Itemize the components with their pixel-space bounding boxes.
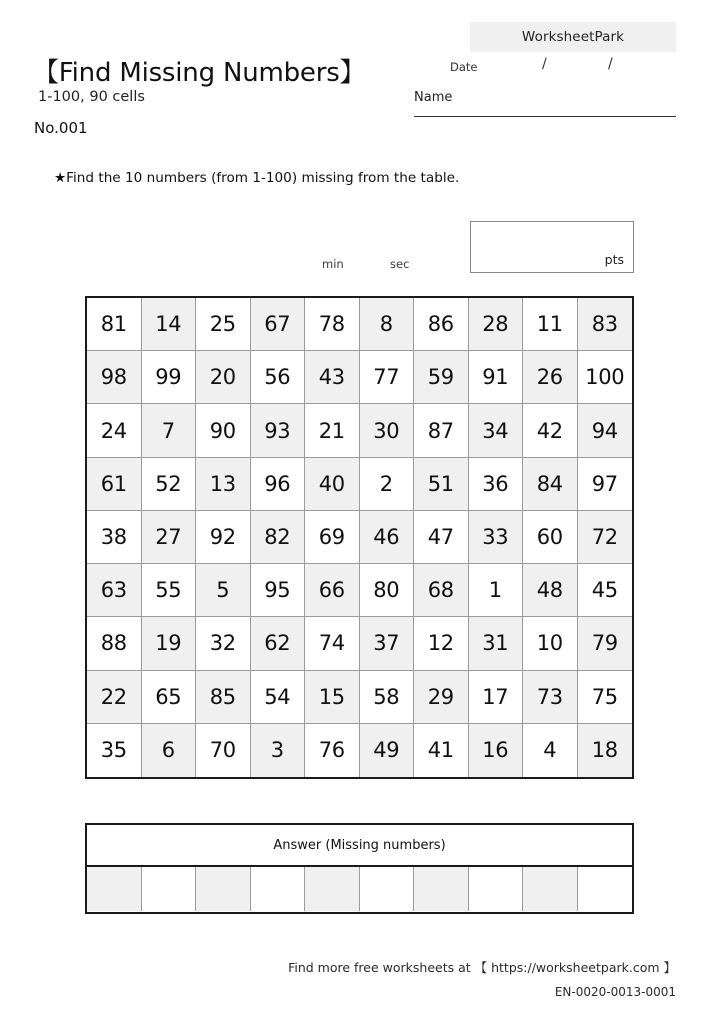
grid-cell: 18 xyxy=(578,724,633,777)
grid-cell: 24 xyxy=(87,404,142,457)
answer-header-label: Answer (Missing numbers) xyxy=(273,837,446,853)
grid-cell: 78 xyxy=(305,298,360,351)
grid-cell: 11 xyxy=(523,298,578,351)
grid-cell: 1 xyxy=(469,564,524,617)
grid-cell: 87 xyxy=(414,404,469,457)
grid-cell: 27 xyxy=(142,511,197,564)
grid-cell: 74 xyxy=(305,617,360,670)
grid-cell: 59 xyxy=(414,351,469,404)
grid-cell: 4 xyxy=(523,724,578,777)
grid-cell: 8 xyxy=(360,298,415,351)
brand-banner xyxy=(470,22,676,52)
grid-cell: 32 xyxy=(196,617,251,670)
grid-cell: 96 xyxy=(251,458,306,511)
grid-cell: 56 xyxy=(251,351,306,404)
grid-cell: 38 xyxy=(87,511,142,564)
grid-cell: 95 xyxy=(251,564,306,617)
grid-cell: 55 xyxy=(142,564,197,617)
grid-cell: 25 xyxy=(196,298,251,351)
grid-cell: 63 xyxy=(87,564,142,617)
grid-cell: 97 xyxy=(578,458,633,511)
brand-name: WorksheetPark xyxy=(521,29,625,45)
worksheet-header xyxy=(0,0,724,160)
grid-cell: 42 xyxy=(523,404,578,457)
number-grid xyxy=(85,296,634,779)
grid-cell: 28 xyxy=(469,298,524,351)
grid-cell: 93 xyxy=(251,404,306,457)
grid-cell: 7 xyxy=(142,404,197,457)
name-label: Name xyxy=(414,90,453,105)
grid-cell: 58 xyxy=(360,671,415,724)
grid-cell: 67 xyxy=(251,298,306,351)
grid-cell: 91 xyxy=(469,351,524,404)
grid-cell: 45 xyxy=(578,564,633,617)
grid-cell: 52 xyxy=(142,458,197,511)
points-unit-label: pts xyxy=(604,252,624,267)
grid-cell: 100 xyxy=(578,351,633,404)
grid-cell: 41 xyxy=(414,724,469,777)
grid-cell: 26 xyxy=(523,351,578,404)
grid-cell: 75 xyxy=(578,671,633,724)
grid-cell: 47 xyxy=(414,511,469,564)
answer-cell[interactable] xyxy=(414,867,469,911)
grid-cell: 69 xyxy=(305,511,360,564)
grid-cell: 81 xyxy=(87,298,142,351)
seconds-unit-label: sec xyxy=(390,257,410,271)
date-field-row[interactable] xyxy=(440,58,680,80)
page-title: 【Find Missing Numbers】 xyxy=(33,58,366,88)
footer-code: EN-0020-0013-0001 xyxy=(554,985,676,999)
date-separator-2: / xyxy=(608,56,613,72)
date-separator-1: / xyxy=(542,56,547,72)
grid-cell: 33 xyxy=(469,511,524,564)
answer-cell[interactable] xyxy=(523,867,578,911)
grid-cell: 98 xyxy=(87,351,142,404)
grid-cell: 68 xyxy=(414,564,469,617)
grid-cell: 61 xyxy=(87,458,142,511)
grid-cell: 37 xyxy=(360,617,415,670)
name-field-row[interactable] xyxy=(414,90,676,117)
grid-cell: 48 xyxy=(523,564,578,617)
grid-cell: 83 xyxy=(578,298,633,351)
grid-cell: 84 xyxy=(523,458,578,511)
answer-cell[interactable] xyxy=(87,867,142,911)
grid-cell: 49 xyxy=(360,724,415,777)
grid-cell: 36 xyxy=(469,458,524,511)
grid-cell: 14 xyxy=(142,298,197,351)
minutes-unit-label: min xyxy=(322,257,344,271)
grid-cell: 73 xyxy=(523,671,578,724)
grid-cell: 22 xyxy=(87,671,142,724)
answer-header xyxy=(87,825,632,867)
grid-cell: 90 xyxy=(196,404,251,457)
grid-cell: 10 xyxy=(523,617,578,670)
grid-cell: 21 xyxy=(305,404,360,457)
grid-cell: 43 xyxy=(305,351,360,404)
answer-cell[interactable] xyxy=(469,867,524,911)
answer-cell[interactable] xyxy=(142,867,197,911)
grid-cell: 3 xyxy=(251,724,306,777)
answer-cell-row xyxy=(87,867,632,911)
grid-cell: 54 xyxy=(251,671,306,724)
grid-cell: 94 xyxy=(578,404,633,457)
answer-cell[interactable] xyxy=(305,867,360,911)
answer-box xyxy=(85,823,634,914)
grid-cell: 80 xyxy=(360,564,415,617)
answer-cell[interactable] xyxy=(251,867,306,911)
grid-cell: 34 xyxy=(469,404,524,457)
worksheet-number: No.001 xyxy=(34,119,88,137)
grid-cell: 70 xyxy=(196,724,251,777)
grid-cell: 12 xyxy=(414,617,469,670)
points-input-box[interactable] xyxy=(470,221,634,273)
page-subtitle: 1-100, 90 cells xyxy=(38,89,145,105)
grid-cell: 30 xyxy=(360,404,415,457)
grid-cell: 76 xyxy=(305,724,360,777)
grid-cell: 2 xyxy=(360,458,415,511)
instruction-text: ★Find the 10 numbers (from 1-100) missing from the table. xyxy=(54,170,460,186)
grid-cell: 60 xyxy=(523,511,578,564)
grid-cell: 31 xyxy=(469,617,524,670)
answer-cell[interactable] xyxy=(196,867,251,911)
grid-cell: 6 xyxy=(142,724,197,777)
grid-cell: 62 xyxy=(251,617,306,670)
grid-cell: 92 xyxy=(196,511,251,564)
grid-cell: 46 xyxy=(360,511,415,564)
grid-cell: 99 xyxy=(142,351,197,404)
grid-cell: 85 xyxy=(196,671,251,724)
grid-cell: 51 xyxy=(414,458,469,511)
grid-cell: 29 xyxy=(414,671,469,724)
answer-cell[interactable] xyxy=(360,867,415,911)
grid-cell: 88 xyxy=(87,617,142,670)
footer-note: Find more free worksheets at 【 https://worksheetpark.com 】 xyxy=(288,960,676,975)
timer-score-strip xyxy=(300,215,640,277)
grid-cell: 40 xyxy=(305,458,360,511)
grid-cell: 79 xyxy=(578,617,633,670)
grid-cell: 86 xyxy=(414,298,469,351)
grid-cell: 15 xyxy=(305,671,360,724)
grid-cell: 66 xyxy=(305,564,360,617)
grid-cell: 19 xyxy=(142,617,197,670)
grid-cell: 35 xyxy=(87,724,142,777)
grid-cell: 77 xyxy=(360,351,415,404)
grid-cell: 82 xyxy=(251,511,306,564)
date-label: Date xyxy=(450,60,478,74)
grid-cell: 13 xyxy=(196,458,251,511)
grid-cell: 16 xyxy=(469,724,524,777)
grid-cell: 20 xyxy=(196,351,251,404)
grid-cell: 72 xyxy=(578,511,633,564)
grid-cell: 5 xyxy=(196,564,251,617)
grid-cell: 17 xyxy=(469,671,524,724)
grid-cell: 65 xyxy=(142,671,197,724)
answer-cell[interactable] xyxy=(578,867,633,911)
